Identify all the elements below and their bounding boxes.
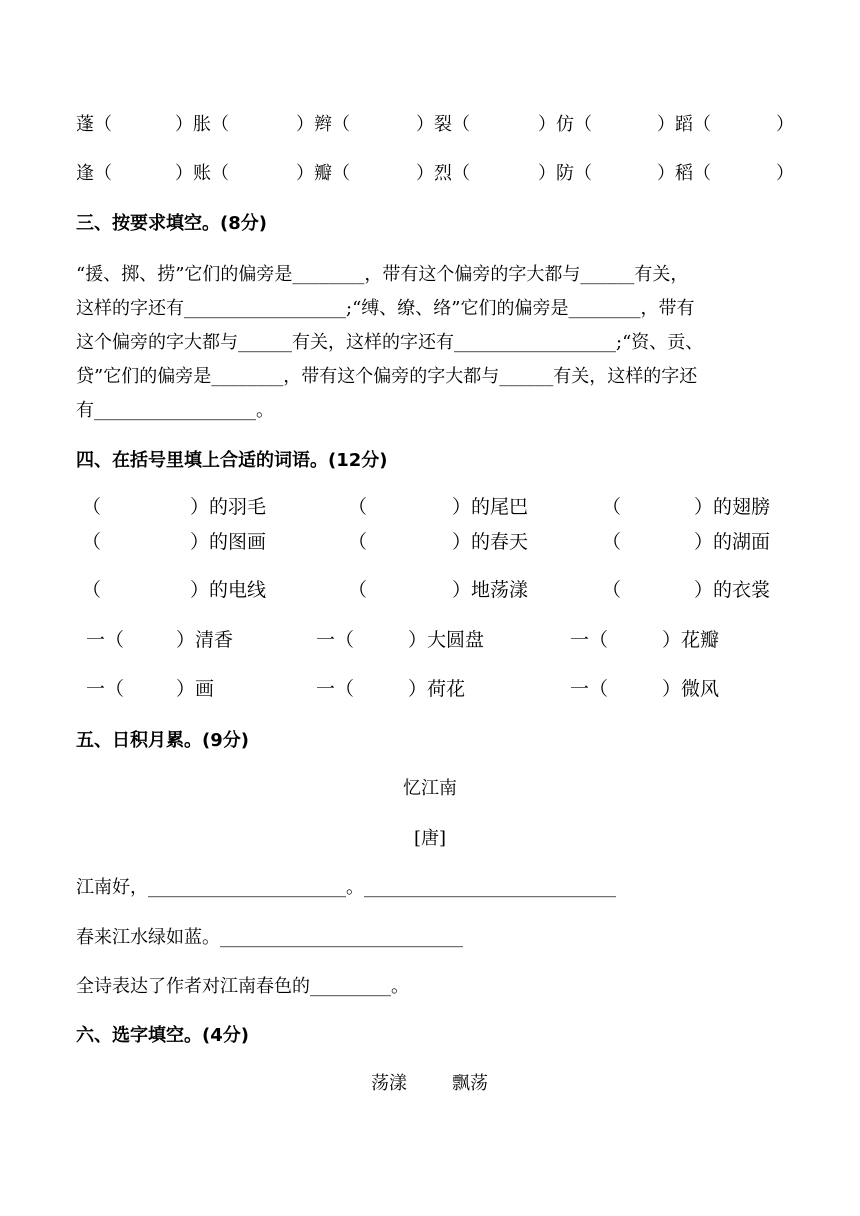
phrase: ）的图画 — [190, 531, 267, 553]
phrase: ）的湖面 — [694, 531, 771, 553]
text-line: 贷”它们的偏旁是________，带有这个偏旁的字大都与______有关，这样的字还 — [76, 366, 698, 387]
pair-cell: ）蹈（ — [657, 114, 711, 135]
pair-cell: ）账（ — [175, 163, 229, 184]
pair-cell: ）胀（ — [175, 114, 229, 135]
section3-heading: 三、按要求填空。(8分) — [76, 213, 267, 234]
measure-open: 一（ — [570, 629, 609, 651]
poem-line-2: 春来江水绿如蓝。___________________________ — [76, 927, 463, 948]
pair-cell: ）瓣（ — [296, 163, 350, 184]
paren-open: （ — [602, 531, 622, 553]
pair-cell: ）防（ — [538, 163, 592, 184]
poem-title: 忆江南 — [403, 778, 457, 799]
pair-cell: ）稻（ — [657, 163, 711, 184]
pair-cell: ）烈（ — [416, 163, 470, 184]
pair-cell: 蓬（ — [76, 114, 112, 135]
section6-heading: 六、选字填空。(4分) — [76, 1025, 249, 1046]
paren-open: （ — [82, 496, 102, 518]
choice-word: 飘荡 — [452, 1073, 488, 1094]
phrase: ）的春天 — [452, 531, 529, 553]
phrase: ）微风 — [662, 678, 720, 700]
phrase: ）画 — [176, 678, 215, 700]
measure-open: 一（ — [86, 629, 125, 651]
text-line: 这个偏旁的字大都与______有关，这样的字还有__________________;“资、贡、 — [76, 332, 704, 353]
text-line: 这样的字还有__________________;“缚、缭、络”它们的偏旁是________，带有 — [76, 298, 695, 319]
text-line: 有__________________。 — [76, 400, 274, 421]
paren-open: （ — [348, 579, 368, 601]
phrase: ）的羽毛 — [190, 496, 267, 518]
phrase: ）的翅膀 — [694, 496, 771, 518]
section4-heading: 四、在括号里填上合适的词语。(12分) — [76, 450, 388, 471]
pair-cell: 逢（ — [76, 163, 112, 184]
phrase: ）花瓣 — [662, 629, 720, 651]
poem-line-1: 江南好，______________________。____________________________ — [76, 877, 616, 898]
phrase: ）荷花 — [408, 678, 466, 700]
pair-cell: ）仿（ — [538, 114, 592, 135]
phrase: ）的尾巴 — [452, 496, 529, 518]
measure-open: 一（ — [86, 678, 125, 700]
phrase: ）清香 — [176, 629, 234, 651]
paren-open: （ — [348, 496, 368, 518]
phrase: ）的电线 — [190, 579, 267, 601]
pair-cell: ） — [776, 163, 794, 184]
measure-open: 一（ — [316, 629, 355, 651]
text-line: “援、掷、捞”它们的偏旁是________，带有这个偏旁的字大都与______有关， — [76, 264, 689, 285]
poem-question: 全诗表达了作者对江南春色的_________。 — [76, 976, 409, 997]
pair-cell: ） — [776, 114, 794, 135]
measure-open: 一（ — [316, 678, 355, 700]
paren-open: （ — [602, 579, 622, 601]
paren-open: （ — [82, 531, 102, 553]
section5-heading: 五、日积月累。(9分) — [76, 730, 249, 751]
paren-open: （ — [602, 496, 622, 518]
phrase: ）的衣裳 — [694, 579, 771, 601]
paren-open: （ — [82, 579, 102, 601]
pair-cell: ）裂（ — [416, 114, 470, 135]
paren-open: （ — [348, 531, 368, 553]
phrase: ）大圆盘 — [408, 629, 485, 651]
measure-open: 一（ — [570, 678, 609, 700]
phrase: ）地荡漾 — [452, 579, 529, 601]
poem-dynasty: [唐] — [413, 828, 447, 849]
choice-word: 荡漾 — [371, 1073, 407, 1094]
pair-cell: ）辫（ — [296, 114, 350, 135]
